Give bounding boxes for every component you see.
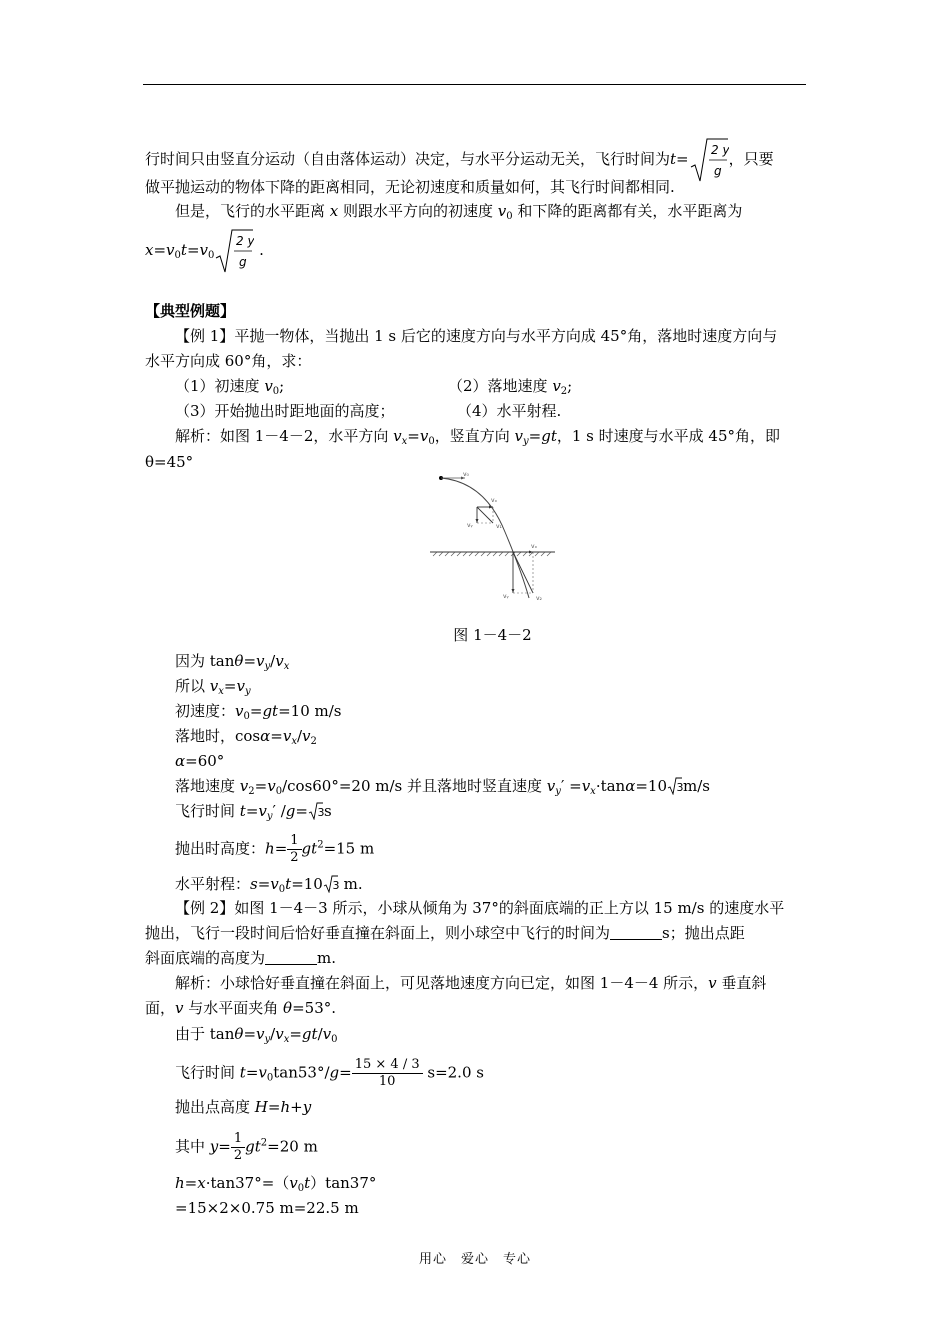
ex2-solution-line-1: 解析：小球恰好垂直撞在斜面上，可见落地速度方向已定，如图 1－4－4 所示，v 垂直斜	[175, 974, 767, 992]
ex2-step-6: =15×2×0.75 m=22.5 m	[175, 1199, 359, 1217]
svg-text:v₁: v₁	[496, 523, 502, 530]
ex1-step-7: 飞行时间 $t=v_y'$ /g= 3 s	[175, 802, 332, 822]
intro-line-4: $x=v_0t=v_0$ 2 y g .	[145, 228, 264, 274]
answer-blank-time[interactable]	[610, 925, 662, 940]
ex1-step-4: 落地时，$\cos\alpha=v_x/v_2$	[175, 727, 317, 747]
svg-text:3: 3	[332, 879, 339, 892]
ex2-step-2: 飞行时间 $t=v_0\tan 53^\circ/g=$ $\frac{15 \times 4 / 3}{10}$ s=2.0 s	[175, 1057, 484, 1089]
ex1-line-2: 水平方向成 60°角，求：	[145, 352, 312, 370]
ex1-step-1: 因为 $\tan\theta=v_y/v_x$	[175, 652, 290, 672]
svg-text:2 y: 2 y	[236, 234, 255, 248]
ex1-step-6: 落地速度 $v_2=v_0/\cos 60^\circ=20$ m/s 并且落地时竖直速度 $v_y' =v_x\cdot\tan\alpha=10$ 3 m/s	[175, 777, 710, 797]
svg-text:vᵧ: vᵧ	[503, 593, 509, 600]
sqrt3-1	[667, 777, 683, 795]
svg-text:v₂: v₂	[536, 595, 542, 602]
svg-text:g: g	[713, 164, 722, 178]
ex1-questions-row1: （1）初速度 $v_0$; （2）落地速度 $v_2$;	[175, 377, 573, 397]
svg-text:2 y: 2 y	[710, 143, 729, 157]
ex1-line-1: 【例 1】平抛一物体，当抛出 1 s 后它的速度方向与水平方向成 45°角，落地时速度方向与	[175, 327, 778, 345]
ex2-solution-line-2: 面，v 与水平面夹角 θ=53°.	[145, 999, 337, 1017]
sqrt3-2	[308, 802, 324, 820]
ex1-step-9: 水平射程：$s=v_0t=10$ 3 m.	[175, 875, 363, 895]
svg-text:g: g	[239, 255, 247, 269]
intro-line-1: 行时间只由竖直分运动（自由落体运动）决定，与水平分运动无关，飞行时间为t= 2 y g ，只要	[145, 137, 774, 183]
sqrt-2y-g-2	[214, 228, 254, 274]
svg-text:vₓ: vₓ	[491, 497, 498, 504]
ex2-step-3: 抛出点高度 H=h+y	[175, 1098, 312, 1116]
figure-1-4-2	[425, 470, 560, 605]
ex2-step-4: 其中 y= $\frac{1}{2}$ $gt^2=20$ m	[175, 1131, 318, 1163]
section-title: 【典型例题】	[145, 302, 236, 320]
ex2-line-2: 抛出，飞行一段时间后恰好垂直撞在斜面上，则小球空中飞行的时间为 s；抛出点距	[145, 924, 745, 942]
ex1-solution-line-2: θ=45°	[145, 453, 194, 471]
sqrt-2y-g	[689, 137, 729, 183]
svg-text:3: 3	[676, 781, 684, 794]
header-rule	[143, 84, 806, 85]
ex1-step-8: 抛出时高度：h= $\frac{1}{2}$ $gt^2=15$ m	[175, 833, 375, 865]
svg-text:3: 3	[317, 806, 324, 819]
intro-line-3: 但是，飞行的水平距离 x 则跟水平方向的初速度 $v_0$ 和下降的距离都有关，水平距离为	[175, 202, 743, 222]
fraction-half-2: $\frac{1}{2}$	[231, 1131, 245, 1164]
ex2-step-5: $h=x\cdot\tan 37^\circ=(v_0t)\tan 37^\circ$	[175, 1174, 377, 1194]
ex1-solution-line-1: 解析：如图 1－4－2，水平方向 $v_x=v_0$，竖直方向 $v_y=gt$，1 s 时速度与水平成 45°角，即	[175, 427, 781, 447]
svg-text:vₓ: vₓ	[531, 543, 538, 550]
ex1-step-5: α=60°	[175, 752, 225, 770]
ex2-line-3: 斜面底端的高度为 m.	[145, 949, 337, 967]
ex2-line-1: 【例 2】如图 1－4－3 所示，小球从倾角为 37°的斜面底端的正上方以 15 m/s 的速度水平	[175, 899, 785, 917]
ex1-questions-row2: （3）开始抛出时距地面的高度； （4）水平射程.	[175, 402, 562, 420]
svg-text:v₀: v₀	[463, 471, 469, 478]
intro-line-2: 做平抛运动的物体下降的距离相同，无论初速度和质量如何，其飞行时间都相同.	[145, 178, 675, 196]
figure-caption: 图 1－4－2	[453, 626, 532, 644]
svg-text:vᵧ: vᵧ	[467, 522, 473, 529]
fraction-flight-time: $\frac{15 \times 4 / 3}{10}$	[352, 1057, 423, 1090]
fraction-half-1: $\frac{1}{2}$	[287, 833, 301, 866]
page-footer: 用心 爱心 专心	[418, 1252, 531, 1267]
ex1-step-3: 初速度：$v_0=gt=10$ m/s	[175, 702, 342, 722]
sqrt3-3	[323, 875, 339, 893]
ex2-step-1: 由于 $\tan\theta=v_y/v_x=gt/v_0$	[175, 1025, 338, 1045]
ex1-step-2: 所以 $v_x=v_y$	[175, 677, 251, 697]
answer-blank-height[interactable]	[265, 950, 317, 965]
